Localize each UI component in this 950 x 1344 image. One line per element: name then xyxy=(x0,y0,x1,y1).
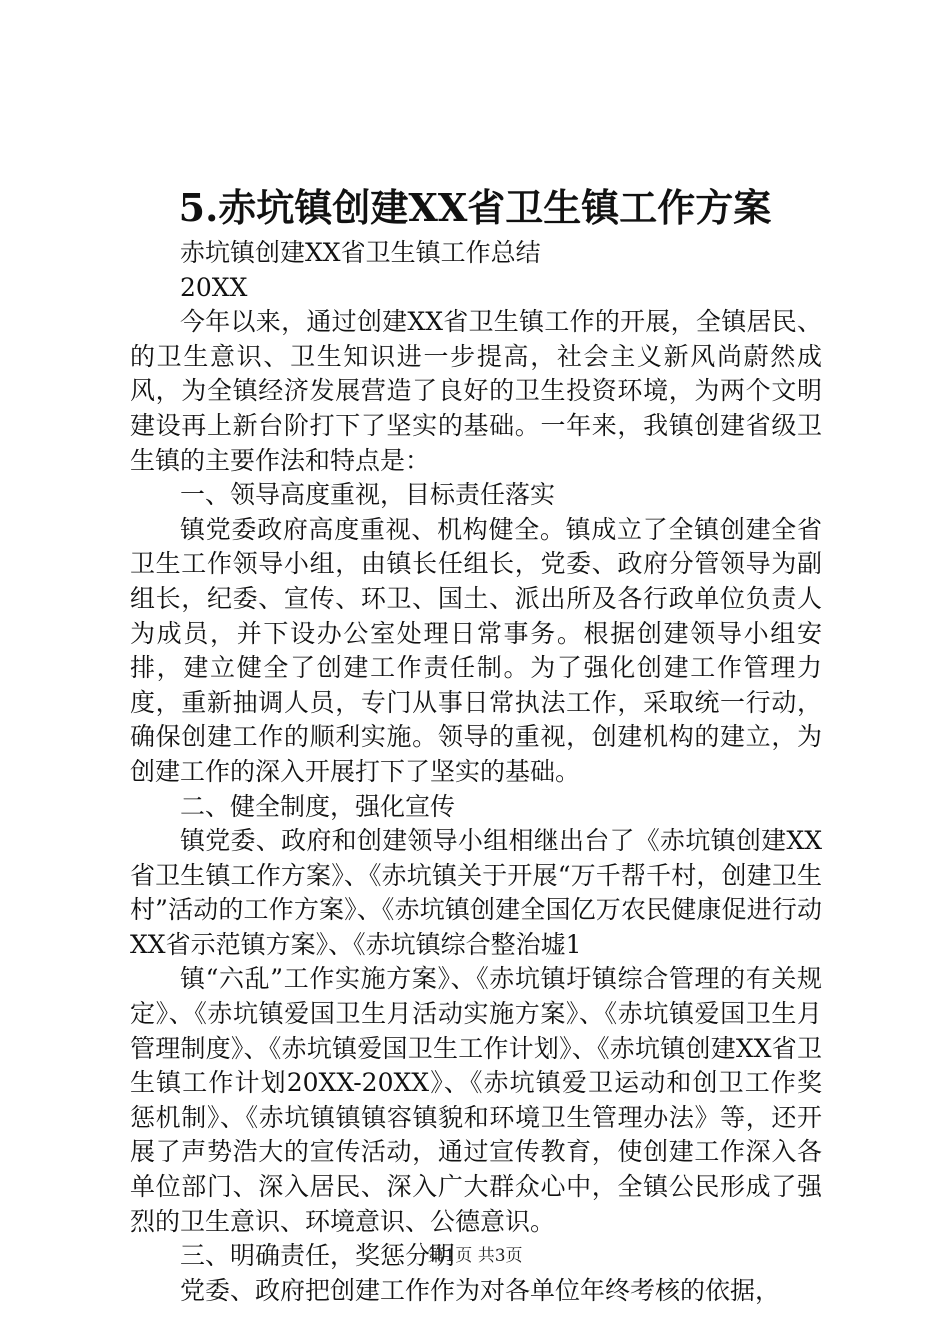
document-title: 5.赤坑镇创建XX省卫生镇工作方案 xyxy=(178,185,772,230)
section-3-paragraph: 党委、政府把创建工作作为对各单位年终考核的依据， xyxy=(180,1275,781,1305)
section-1-paragraph: 镇党委政府高度重视、机构健全。镇成立了全镇创建全省卫生工作领导小组，由镇长任组长，党委、政府分管领导为副组长，纪委、宣传、环卫、国土、派出所及各行政单位负责人为成员，并下设办公室处理日常事务。根据创建领导小组安排，建立健全了创建工作责任制。为了强化创建工作管理力度，重新抽调人员，专门从事日常执法工作，采取统一行动，确保创建工作的顺利实施。领导的重视，创建机构的建立，为创建工作的深入开展打下了坚实的基础。 xyxy=(130,514,822,786)
intro-paragraph: 今年以来，通过创建XX省卫生镇工作的开展，全镇居民、的卫生意识、卫生知识进一步提高，社会主义新风尚蔚然成风，为全镇经济发展营造了良好的卫生投资环境，为两个文明建设再上新台阶打下了坚实的基础。一年来，我镇创建省级卫生镇的主要作法和特点是： xyxy=(130,307,822,475)
section-heading-3: 三、明确责任，奖惩分明 xyxy=(180,1241,456,1271)
section-heading-1: 一、领导高度重视，目标责任落实 xyxy=(180,480,556,510)
section-2-paragraph-b: 镇“六乱”工作实施方案》、《赤坑镇圩镇综合管理的有关规定》、《赤坑镇爱国卫生月活动实施方案》、《赤坑镇爱国卫生月管理制度》、《赤坑镇爱国卫生工作计划》、《赤坑镇创建XX省卫生镇工作计划20XX-20XX》、《赤坑镇爱卫运动和创卫工作奖惩机制》、《赤坑镇镇镇容镇貌和环境卫生管理办法》等，还开展了声势浩大的宣传活动，通过宣传教育，使创建工作深入各单位部门、深入居民、深入广大群众心中，全镇公民形成了强烈的卫生意识、环境意识、公德意识。 xyxy=(130,964,822,1236)
section-2-paragraph-a: 镇党委、政府和创建领导小组相继出台了《赤坑镇创建XX省卫生镇工作方案》、《赤坑镇关于开展“万千帮千村，创建卫生村”活动的工作方案》、《赤坑镇创建全国亿万农民健康促进行动XX省示范镇方案》、《赤坑镇综合整治墟1 xyxy=(130,826,822,959)
section-heading-2: 二、健全制度，强化宣传 xyxy=(180,791,456,821)
page-indicator: 第1页 共3页 xyxy=(427,1246,523,1266)
year-paragraph: 20XX xyxy=(180,272,248,302)
subtitle-paragraph: 赤坑镇创建XX省卫生镇工作总结 xyxy=(180,238,541,267)
document-body xyxy=(130,236,822,1308)
